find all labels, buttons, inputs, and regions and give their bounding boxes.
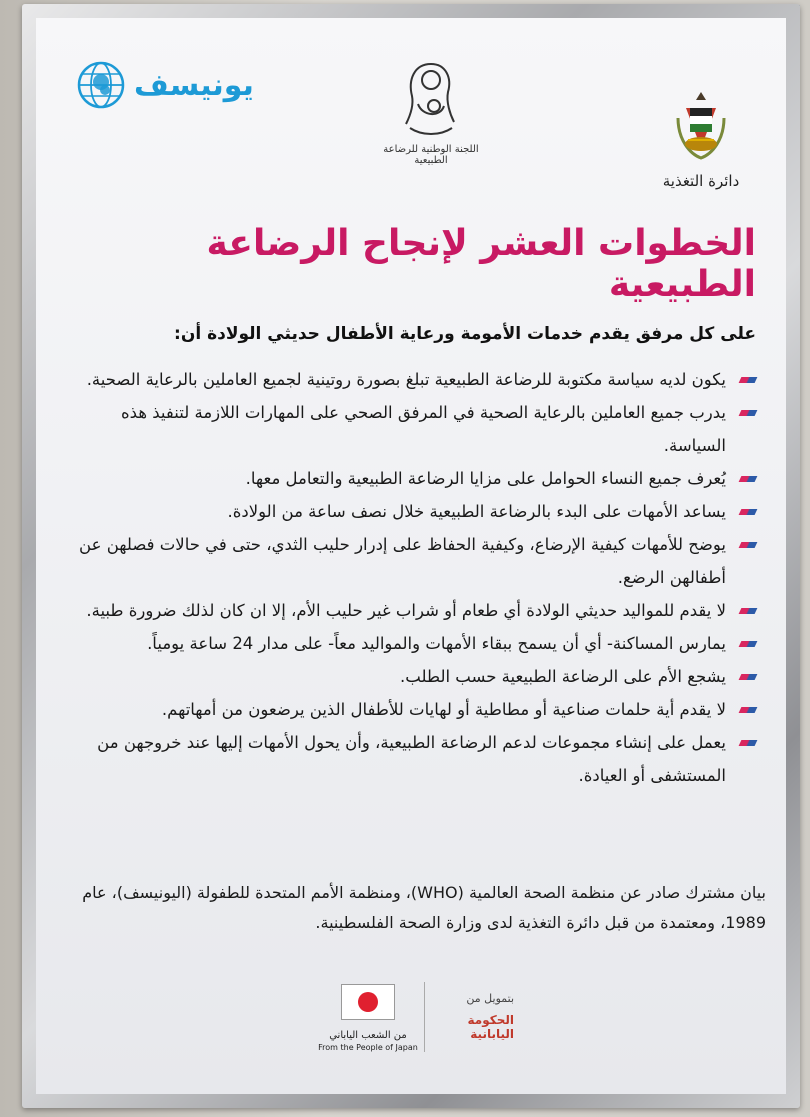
step-10 — [56, 726, 756, 792]
step-text: يساعد الأمهات على البدء بالرضاعة الطبيعية خلال نصف ساعة من الولادة. — [227, 502, 726, 521]
poster — [36, 18, 786, 1094]
step-9 — [56, 693, 756, 726]
government-label: الحكومة اليابانية — [467, 1013, 514, 1041]
step-text: يمارس المساكنة- أي أن يسمح ببقاء الأمهات والمواليد معاً- على مدار 24 ساعة يومياً. — [147, 634, 726, 653]
step-text: يُعرف جميع النساء الحوامل على مزايا الرضاعة الطبيعية والتعامل معها. — [245, 469, 726, 488]
japan-aid-badge — [318, 984, 418, 1052]
department-caption: دائرة التغذية — [662, 172, 740, 190]
bullet-icon — [739, 476, 758, 482]
step-6 — [56, 594, 756, 627]
bullet-icon — [739, 377, 758, 383]
step-4 — [56, 495, 756, 528]
intro-text: على كل مرفق يقدم خدمات الأمومة ورعاية الأطفال حديثي الولادة أن: — [174, 324, 756, 344]
unicef-emblem-icon — [76, 60, 126, 110]
step-text: يوضح للأمهات كيفية الإرضاع، وكيفية الحفاظ على إدرار حليب الثدي، حتى في حالات فصلهن عن أطفالهن الرضع. — [79, 535, 726, 587]
unicef-arabic-name: يونيسف — [134, 67, 254, 103]
steps-list — [56, 363, 756, 792]
poster-footer — [36, 978, 786, 1088]
step-7 — [56, 627, 756, 660]
step-text: يشجع الأم على الرضاعة الطبيعية حسب الطلب. — [400, 667, 726, 686]
bullet-icon — [739, 542, 758, 548]
step-text: لا يقدم للمواليد حديثي الولادة أي طعام أو شراب غير حليب الأم، إلا ان كان لذلك ضرورة طبية. — [86, 601, 726, 620]
bullet-icon — [739, 674, 758, 680]
ministry-emblem-icon — [666, 147, 736, 166]
step-text: يعمل على إنشاء مجموعات لدعم الرضاعة الطبيعية، وأن يحول الأمهات إليها عند خروجهن من المستشفى أو العيادة. — [97, 733, 726, 785]
footnote: بيان مشترك صادر عن منظمة الصحة العالمية (WHO)، ومنظمة الأمم المتحدة للطفولة (اليونيسف)، عام 1989، ومعتمدة من قبل دائرة التغذية لدى وزارة الصحة الفلسطينية. — [82, 883, 766, 932]
footer-divider — [424, 982, 425, 1052]
from-people-english: From the People of Japan — [318, 1043, 418, 1052]
from-people-arabic: من الشعب الياباني — [329, 1030, 407, 1041]
bullet-icon — [739, 641, 758, 647]
step-3 — [56, 462, 756, 495]
poster-header — [36, 18, 786, 218]
bullet-icon — [739, 509, 758, 515]
step-text: يكون لديه سياسة مكتوبة للرضاعة الطبيعية تبلغ بصورة روتينية لجميع العاملين بالرعاية الصحية. — [86, 370, 726, 389]
bullet-icon — [739, 740, 758, 746]
step-8 — [56, 660, 756, 693]
step-text: يدرب جميع العاملين بالرعاية الصحية في المرفق الصحي على المهارات اللازمة لتنفيذ هذه السياسة. — [121, 403, 726, 455]
flag-sun — [358, 992, 378, 1012]
ministry-logo — [656, 88, 746, 190]
funded-by-label: بتمويل من — [466, 992, 514, 1005]
bullet-icon — [739, 608, 758, 614]
step-2 — [56, 396, 756, 462]
step-text: لا يقدم أية حلمات صناعية أو مطاطية أو لهايات للأطفال الذين يرضعون من أمهاتهم. — [161, 700, 726, 719]
bullet-icon — [739, 410, 758, 416]
funding-credit — [434, 992, 514, 1041]
japan-flag-icon — [341, 984, 395, 1020]
mother-child-icon — [396, 123, 466, 142]
unicef-logo — [76, 60, 254, 110]
committee-caption: اللجنة الوطنية للرضاعة الطبيعية — [383, 144, 479, 166]
bullet-icon — [739, 707, 758, 713]
step-5 — [56, 528, 756, 594]
step-1 — [56, 363, 756, 396]
breastfeeding-committee-logo — [376, 58, 486, 166]
poster-title: الخطوات العشر لإنجاح الرضاعة الطبيعية — [206, 223, 756, 305]
